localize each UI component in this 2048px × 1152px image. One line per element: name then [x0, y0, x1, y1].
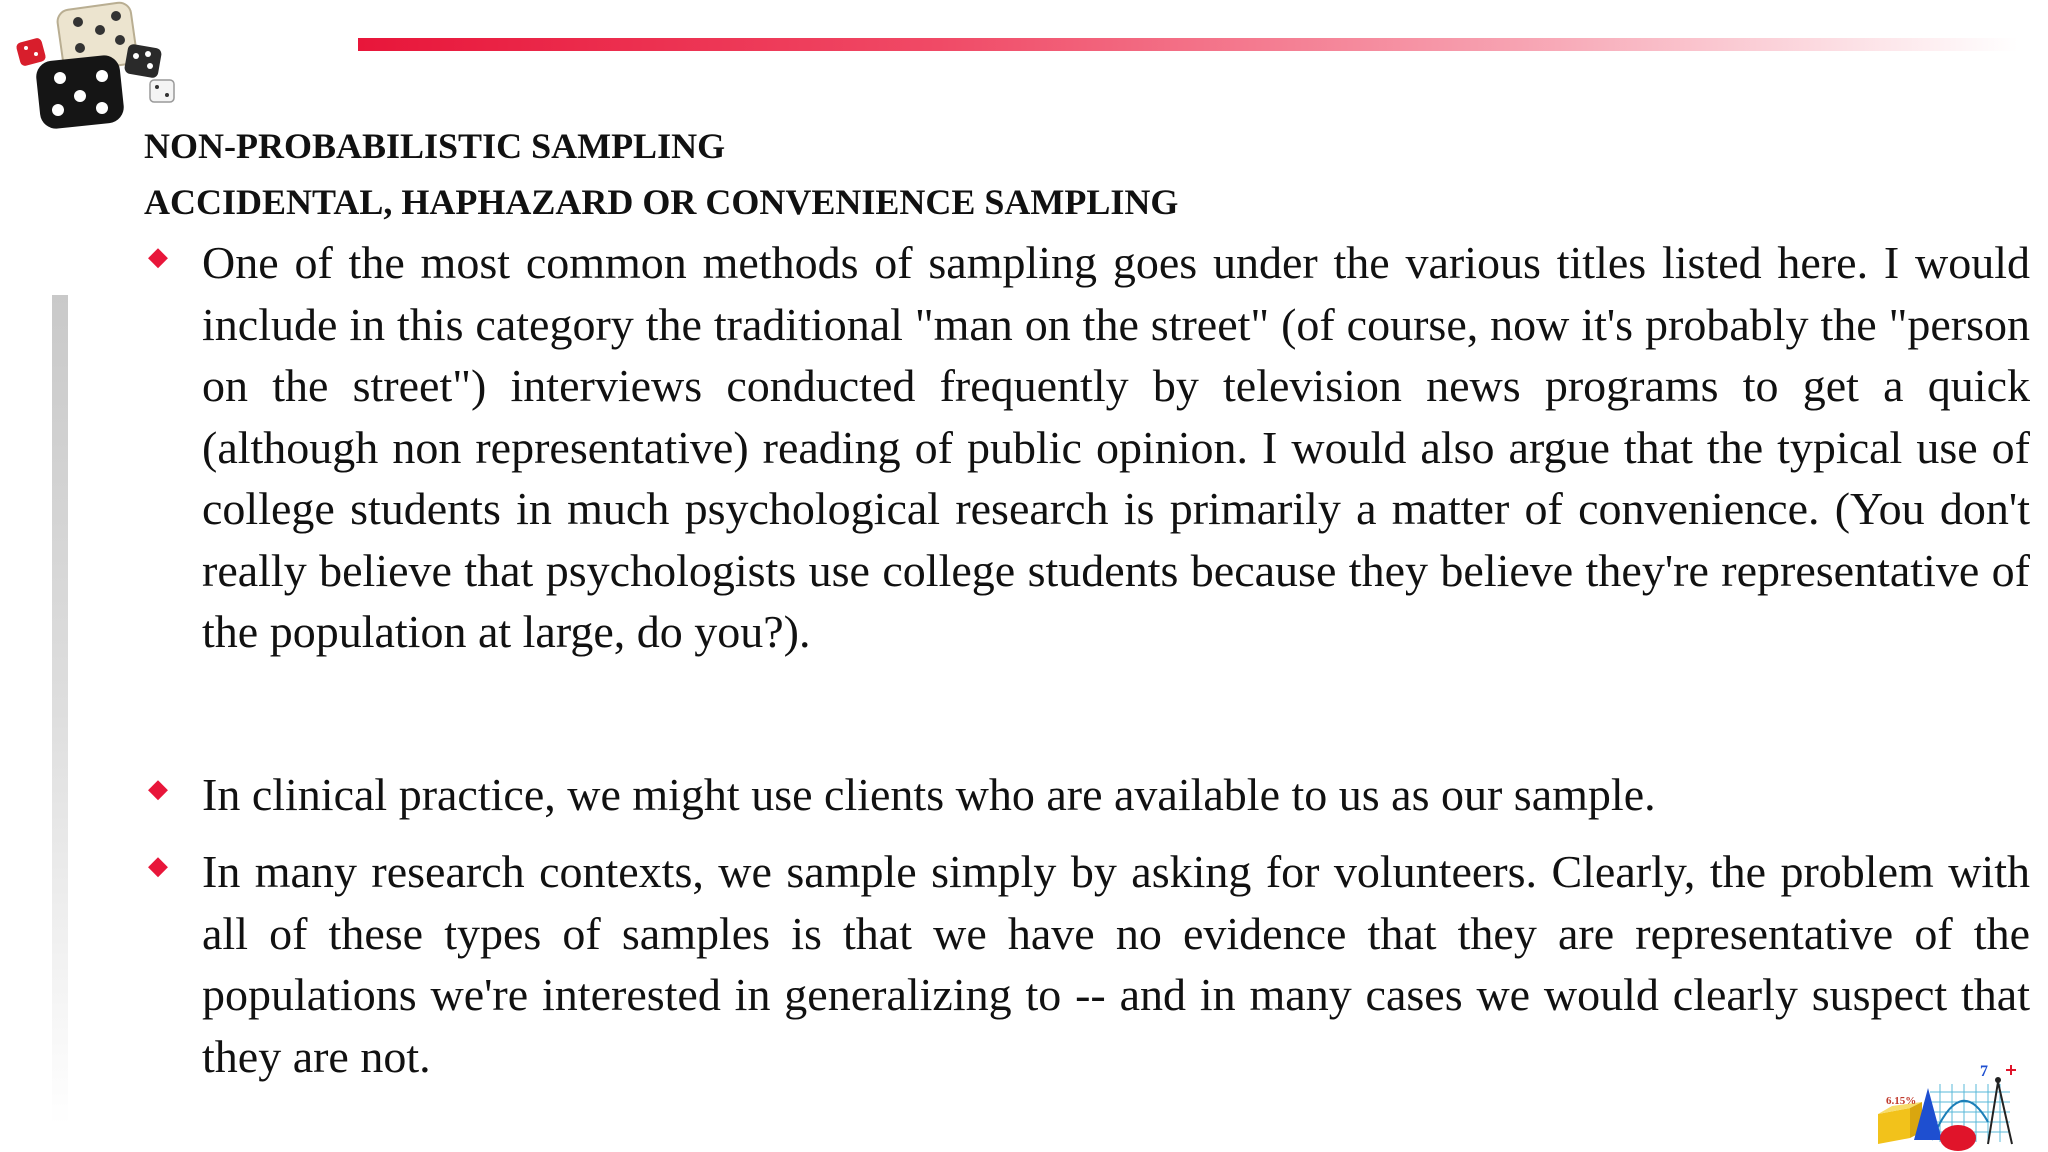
- bullet-item-1: [140, 232, 2030, 663]
- percent-label: 6.15%: [1886, 1095, 1917, 1107]
- bullet-diamond-icon: ◆: [148, 774, 168, 803]
- bullet-item-3: [140, 841, 2030, 1087]
- bullet-item-2: [140, 764, 2030, 826]
- bullet-text: In many research contexts, we sample simply by asking for volunteers. Clearly, the problem with all of these types of samples is that we have no evidence that they are representative of the populations we're interested in generalizing to -- and in many cases we would clearly suspect that they are not.: [202, 846, 2030, 1082]
- slide-title: NON-PROBABILISTIC SAMPLING: [144, 126, 726, 166]
- bullet-text: One of the most common methods of sampling goes under the various titles listed here. I would include in this category the traditional "man on the street" (of course, now it's probably the "person on the street") interviews conducted frequently by television news programs to get a quick (although non representative) reading of public opinion. I would also argue that the typical use of college students in much psychological research is primarily a matter of convenience. (You don't really believe that psychologists use college students because they believe they're representative of the population at large, do you?).: [202, 237, 2030, 657]
- slide-headings: [144, 118, 1178, 230]
- math-shapes-icon: [1870, 1062, 2020, 1152]
- bullet-text: In clinical practice, we might use clients who are available to us as our sample.: [202, 769, 1656, 820]
- number-label: 7: [1980, 1063, 1988, 1080]
- dice-icon: [8, 0, 180, 130]
- side-accent-bar: [52, 295, 68, 1125]
- bullet-diamond-icon: ◆: [148, 242, 168, 271]
- bullet-diamond-icon: ◆: [148, 851, 168, 880]
- top-accent-bar: [358, 38, 2018, 51]
- slide-subtitle: ACCIDENTAL, HAPHAZARD OR CONVENIENCE SAMPLING: [144, 182, 1179, 222]
